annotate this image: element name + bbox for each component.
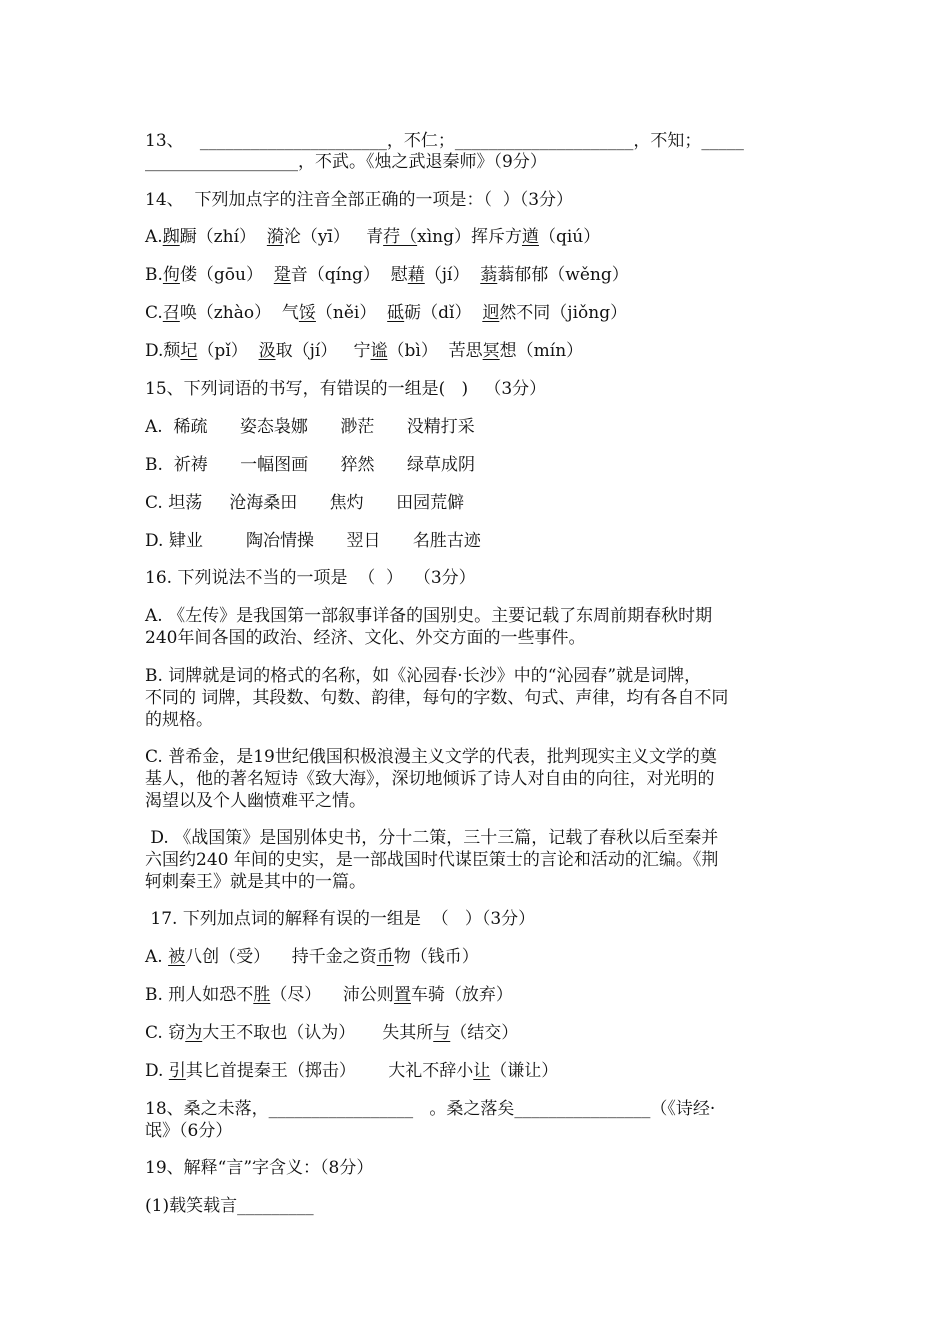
marked-character: 圮 — [180, 341, 198, 361]
q16-stem: 16. 下列说法不当的一项是 （ ） （3分） — [145, 568, 476, 588]
option-text: 其匕首提秦王（掷击） 大礼不辞小 — [185, 1061, 474, 1081]
option-text: 唤（zhào） 气 — [179, 303, 299, 323]
option-text: C. — [145, 303, 163, 323]
option-text: 八创（受） 持千金之资 — [185, 947, 377, 967]
q14-option-a — [145, 226, 600, 248]
option-text: 大王不取也（认为） 失其所 — [202, 1023, 434, 1043]
q16-option-b-line2: 不同的 词牌，其段数、句数、韵律，每句的字数、句式、声律，均有各自不同 — [145, 688, 729, 708]
marked-character: 踟 — [162, 227, 180, 247]
q15-option-c: C. 坦荡 沧海桑田 焦灼 田园荒僻 — [145, 493, 465, 513]
q15-stem: 15、下列词语的书写，有错误的一组是( ) （3分） — [145, 379, 547, 399]
marked-character: 与 — [433, 1023, 451, 1043]
option-text: （jí） — [424, 265, 481, 285]
q15-option-d: D. 肄业 陶冶情操 翌日 名胜古迹 — [145, 531, 481, 551]
option-text: （结交） — [450, 1023, 519, 1043]
option-text: B. — [145, 265, 163, 285]
q16-option-c-line2: 基人，他的著名短诗《致大海》，深切地倾诉了诗人对自由的向往，对光明的 — [145, 769, 715, 789]
marked-character: 荇（ — [383, 227, 418, 247]
option-text: （尽） 沛公则 — [270, 985, 394, 1005]
marked-character: 遒 — [521, 227, 539, 247]
marked-character: 佝 — [162, 265, 180, 285]
q15-option-a: A. 稀疏 姿态袅娜 渺茫 没精打采 — [145, 417, 475, 437]
q19-stem: 19、解释“言”字含义：（8分） — [145, 1158, 374, 1178]
option-text: xìng）挥斥方 — [417, 227, 522, 247]
option-text: （bì） 苦思 — [387, 341, 483, 361]
option-text: （pǐ） — [197, 341, 259, 361]
marked-character: 为 — [185, 1023, 203, 1043]
q14-option-c — [145, 302, 627, 324]
marked-character: 召 — [162, 303, 180, 323]
option-text: （něi） — [315, 303, 388, 323]
q19-item-1: (1)载笑载言_________ — [145, 1196, 314, 1216]
marked-character: 让 — [473, 1061, 491, 1081]
option-text: B. 刑人如恐不 — [145, 985, 254, 1005]
q16-option-a-line2: 240年间各国的政治、经济、文化、外交方面的一些事件。 — [145, 628, 586, 648]
q16-option-d-line3: 轲刺秦王》就是其中的一篇。 — [145, 872, 366, 892]
q18-line1: 18、桑之未落，_________________ 。桑之落矣________________（《诗经· — [145, 1099, 716, 1119]
marked-character: 馁 — [298, 303, 316, 323]
marked-character: 引 — [168, 1061, 186, 1081]
option-text: 想（mín） — [499, 341, 584, 361]
q13-line2: __________________，不武。《烛之武退秦师》（9分） — [145, 152, 547, 172]
q16-option-c-line3: 渴望以及个人幽愤难平之情。 — [145, 791, 366, 811]
q16-option-d-line2: 六国约240 年间的史实，是一部战国时代谋臣策士的言论和活动的汇编。《荆 — [145, 850, 719, 870]
option-text: （qiú） — [538, 227, 601, 247]
q16-option-a-line1: A. 《左传》是我国第一部叙事详备的国别史。主要记载了东周前期春秋时期 — [145, 606, 713, 626]
option-text: 取（jí） 宁 — [275, 341, 371, 361]
option-text: 然不同（jiǒng） — [499, 303, 628, 323]
marked-character: 砥 — [387, 303, 405, 323]
option-text: D.颓 — [145, 341, 181, 361]
q16-option-b-line1: B. 词牌就是词的格式的名称，如《沁园春·长沙》中的“沁园春”就是词牌， — [145, 666, 702, 686]
q17-stem: 17. 下列加点词的解释有误的一组是 （ ）（3分） — [145, 909, 536, 929]
q16-option-b-line3: 的规格。 — [145, 710, 213, 730]
q17-option-a — [145, 946, 479, 968]
option-text: 蓊郁郁（wěng） — [497, 265, 629, 285]
option-text: A. — [145, 947, 169, 967]
marked-character: 漪 — [266, 227, 284, 247]
marked-character: 谧 — [370, 341, 388, 361]
option-text: （谦让） — [490, 1061, 559, 1081]
option-text: 蹰（zhí） — [179, 227, 267, 247]
marked-character: 币 — [376, 947, 394, 967]
option-text: 沦（yī） 青 — [283, 227, 384, 247]
option-text: 砺（dǐ） — [404, 303, 483, 323]
option-text: 音（qíng） 慰 — [290, 265, 408, 285]
marked-character: 蓊 — [480, 265, 498, 285]
option-text: C. 窃 — [145, 1023, 186, 1043]
marked-character: 冥 — [482, 341, 500, 361]
q14-option-b — [145, 264, 629, 286]
marked-character: 被 — [168, 947, 186, 967]
option-text: A. — [145, 227, 163, 247]
marked-character: 藉 — [407, 265, 425, 285]
marked-character: 跫 — [273, 265, 291, 285]
marked-character: 置 — [393, 985, 411, 1005]
option-text: 物（钱币） — [393, 947, 479, 967]
option-text: 偻（gōu） — [179, 265, 274, 285]
q17-option-d — [145, 1060, 558, 1082]
marked-character: 胜 — [253, 985, 271, 1005]
q17-option-c — [145, 1022, 518, 1044]
q13-line1: 13、 ______________________，不仁；_____________________，不知；_____ — [145, 131, 744, 151]
q14-stem: 14、 下列加点字的注音全部正确的一项是：（ ）（3分） — [145, 190, 574, 210]
q17-option-b — [145, 984, 513, 1006]
q14-option-d — [145, 340, 583, 362]
q16-option-d-line1: D. 《战国策》是国别体史书，分十二策，三十三篇，记载了春秋以后至秦并 — [145, 828, 719, 848]
marked-character: 汲 — [258, 341, 276, 361]
marked-character: 迥 — [482, 303, 500, 323]
q15-option-b: B. 祈祷 一幅图画 猝然 绿草成阴 — [145, 455, 475, 475]
q18-line2: 氓》（6分） — [145, 1121, 233, 1141]
option-text: 车骑（放弃） — [410, 985, 513, 1005]
q16-option-c-line1: C. 普希金，是19世纪俄国积极浪漫主义文学的代表，批判现实主义文学的奠 — [145, 747, 717, 767]
option-text: D. — [145, 1061, 169, 1081]
